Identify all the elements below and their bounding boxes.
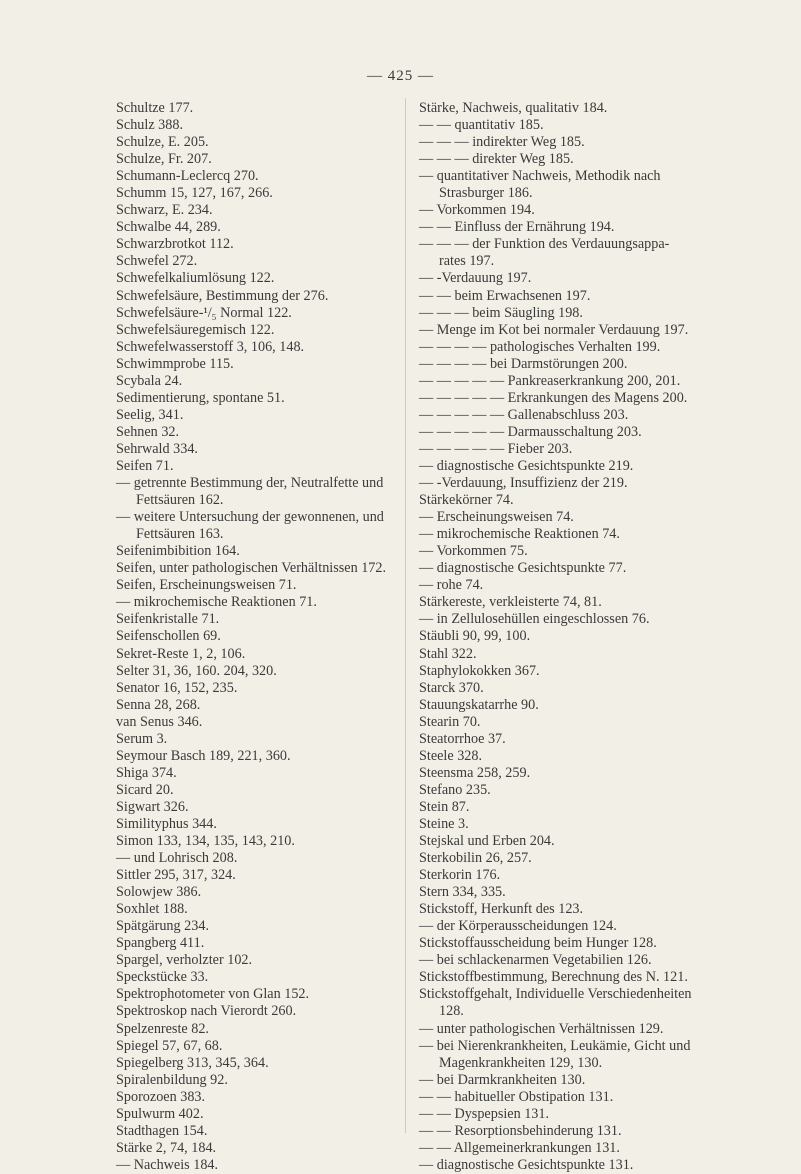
- index-entry: Schumm 15, 127, 167, 266.: [116, 185, 273, 202]
- index-entry: Solowjew 386.: [116, 884, 202, 901]
- column-divider: [405, 98, 406, 1133]
- index-entry: — Erscheinungsweisen 74.: [419, 509, 574, 526]
- index-entry: Schwefelsäuregemisch 122.: [116, 321, 275, 338]
- index-entry: Schwarzbrotkot 112.: [116, 236, 234, 253]
- index-entry: Sporozoen 383.: [116, 1088, 206, 1105]
- index-entry: Schumann-Leclercq 270.: [116, 168, 259, 185]
- index-entry: Stearin 70.: [419, 713, 481, 730]
- index-entry: — — habitueller Obstipation 131.: [419, 1088, 614, 1105]
- index-entry: Stauungskatarrhe 90.: [419, 696, 539, 713]
- index-entry: — diagnostische Gesichtspunkte 131.: [419, 1156, 634, 1173]
- index-entry: — bei Darmkrankheiten 130.: [419, 1071, 586, 1088]
- index-entry: Staphylokokken 367.: [419, 662, 540, 679]
- index-entry: Fettsäuren 162.: [136, 492, 224, 509]
- index-entry: Sedimentierung, spontane 51.: [116, 389, 285, 406]
- index-entry: Seifen, Erscheinungsweisen 71.: [116, 577, 297, 594]
- index-entry: Schwarz, E. 234.: [116, 202, 213, 219]
- index-column-left: [116, 100, 403, 1174]
- index-entry: Schulz 388.: [116, 117, 183, 134]
- index-entry: Stahl 322.: [419, 645, 477, 662]
- index-entry: Scybala 24.: [116, 372, 183, 389]
- index-entry: Sterkobilin 26, 257.: [419, 850, 532, 867]
- index-entry: — — Dyspepsien 131.: [419, 1105, 550, 1122]
- index-entry: — mikrochemische Reaktionen 74.: [419, 526, 620, 543]
- index-entry: Steele 328.: [419, 747, 483, 764]
- index-entry: Schwalbe 44, 289.: [116, 219, 221, 236]
- index-entry: 128.: [439, 1003, 464, 1020]
- index-entry: Stickstoff, Herkunft des 123.: [419, 901, 584, 918]
- index-entry: Sekret-Reste 1, 2, 106.: [116, 645, 246, 662]
- index-entry: — bei Nierenkrankheiten, Leukämie, Gicht und: [419, 1037, 691, 1054]
- index-entry: Steatorrhoe 37.: [419, 730, 506, 747]
- index-entry: Speckstücke 33.: [116, 969, 209, 986]
- index-entry: Schwefel 272.: [116, 253, 198, 270]
- index-entry: Magenkrankheiten 129, 130.: [439, 1054, 603, 1071]
- index-entry: Simon 133, 134, 135, 143, 210.: [116, 833, 295, 850]
- index-entry: Serum 3.: [116, 730, 168, 747]
- index-entry: Sigwart 326.: [116, 798, 189, 815]
- index-entry: Stärke 2, 74, 184.: [116, 1139, 217, 1156]
- index-entry: Stickstoffausscheidung beim Hunger 128.: [419, 935, 657, 952]
- index-entry: — der Körperausscheidungen 124.: [419, 918, 617, 935]
- page-number: — 425 —: [367, 68, 434, 84]
- index-entry: Seelig, 341.: [116, 406, 184, 423]
- index-entry: Schwefelsäure, Bestimmung der 276.: [116, 287, 329, 304]
- index-entry: Spiegel 57, 67, 68.: [116, 1037, 223, 1054]
- index-entry: Steine 3.: [419, 815, 469, 832]
- index-entry: Schultze 177.: [116, 100, 194, 116]
- index-entry: Steensma 258, 259.: [419, 764, 531, 781]
- index-entry: — — — — bei Darmstörungen 200.: [419, 355, 628, 372]
- index-entry: — — — — — Erkrankungen des Magens 200.: [419, 389, 688, 406]
- index-entry: — — — indirekter Weg 185.: [419, 134, 585, 151]
- index-entry: — — Einfluss der Ernährung 194.: [419, 219, 615, 236]
- index-entry: Spargel, verholzter 102.: [116, 952, 253, 969]
- index-entry: Similityphus 344.: [116, 815, 217, 832]
- index-entry: — Menge im Kot bei normaler Verdauung 197.: [419, 321, 689, 338]
- index-entry: Spangberg 411.: [116, 935, 205, 952]
- index-entry: Sicard 20.: [116, 781, 174, 798]
- index-entry: — bei schlackenarmen Vegetabilien 126.: [419, 952, 652, 969]
- index-column-right: [419, 100, 719, 1174]
- index-entry: — — — — pathologisches Verhalten 199.: [419, 338, 661, 355]
- index-entry: Shiga 374.: [116, 764, 177, 781]
- index-entry: — und Lohrisch 208.: [116, 850, 238, 867]
- index-entry: Starck 370.: [419, 679, 484, 696]
- index-entry: Schwefelkaliumlösung 122.: [116, 270, 275, 287]
- index-entry: Sehrwald 334.: [116, 440, 198, 457]
- index-entry: Stärke, Nachweis, qualitativ 184.: [419, 100, 608, 116]
- index-entry: — weitere Untersuchung der gewonnenen, und: [116, 509, 384, 526]
- index-entry: Sehnen 32.: [116, 423, 180, 440]
- index-entry: — — Resorptionsbehinderung 131.: [419, 1122, 622, 1139]
- index-entry: Soxhlet 188.: [116, 901, 188, 918]
- index-entry: Stickstoffbestimmung, Berechnung des N. 121.: [419, 969, 688, 986]
- index-entry: Seifenkristalle 71.: [116, 611, 220, 628]
- index-entry: — mikrochemische Reaktionen 71.: [116, 594, 317, 611]
- index-entry: — — — — — Gallenabschluss 203.: [419, 406, 629, 423]
- index-entry: — -Verdauung, Insuffizienz der 219.: [419, 475, 628, 492]
- index-entry: Spiralenbildung 92.: [116, 1071, 228, 1088]
- index-entry: — getrennte Bestimmung der, Neutralfette und: [116, 475, 384, 492]
- index-entry: — — quantitativ 185.: [419, 117, 544, 134]
- index-entry: Seifenimbibition 164.: [116, 543, 240, 560]
- index-entry: Senator 16, 152, 235.: [116, 679, 238, 696]
- index-entry: — — — direkter Weg 185.: [419, 151, 574, 168]
- index-entry: — — — — — Pankreaserkrankung 200, 201.: [419, 372, 681, 389]
- index-entry: — in Zellulosehüllen eingeschlossen 76.: [419, 611, 650, 628]
- index-entry: Seifenschollen 69.: [116, 628, 221, 645]
- index-entry: Seifen 71.: [116, 457, 174, 474]
- index-entry: — Vorkommen 194.: [419, 202, 535, 219]
- index-entry: — Nachweis 184.: [116, 1156, 219, 1173]
- index-entry: — unter pathologischen Verhältnissen 129.: [419, 1020, 664, 1037]
- index-entry: Stadthagen 154.: [116, 1122, 208, 1139]
- index-entry: — — beim Erwachsenen 197.: [419, 287, 591, 304]
- index-entry: Spektrophotometer von Glan 152.: [116, 986, 310, 1003]
- index-entry: Strasburger 186.: [439, 185, 533, 202]
- index-entry: — quantitativer Nachweis, Methodik nach: [419, 168, 661, 185]
- index-entry: — — — — — Fieber 203.: [419, 440, 573, 457]
- index-entry: Spätgärung 234.: [116, 918, 209, 935]
- index-entry: Selter 31, 36, 160. 204, 320.: [116, 662, 277, 679]
- index-entry: Schulze, Fr. 207.: [116, 151, 212, 168]
- index-entry: Sterkorin 176.: [419, 867, 501, 884]
- index-entry: Schwefelwasserstoff 3, 106, 148.: [116, 338, 305, 355]
- index-entry: Spektroskop nach Vierordt 260.: [116, 1003, 297, 1020]
- index-entry: Schulze, E. 205.: [116, 134, 209, 151]
- index-entry: Fettsäuren 163.: [136, 526, 224, 543]
- index-entry: Sittler 295, 317, 324.: [116, 867, 236, 884]
- index-entry: Seifen, unter pathologischen Verhältnissen 172.: [116, 560, 387, 577]
- index-entry: — — Allgemeinerkrankungen 131.: [419, 1139, 620, 1156]
- index-entry: — -Verdauung 197.: [419, 270, 532, 287]
- index-entry: Schwimmprobe 115.: [116, 355, 234, 372]
- index-entry: Stärkereste, verkleisterte 74, 81.: [419, 594, 602, 611]
- index-entry: Spulwurm 402.: [116, 1105, 204, 1122]
- index-entry: — diagnostische Gesichtspunkte 77.: [419, 560, 627, 577]
- index-entry: Stefano 235.: [419, 781, 491, 798]
- index-entry: — — — beim Säugling 198.: [419, 304, 583, 321]
- index-entry: Stäubli 90, 99, 100.: [419, 628, 531, 645]
- index-entry: — diagnostische Gesichtspunkte 219.: [419, 457, 634, 474]
- index-entry: Senna 28, 268.: [116, 696, 201, 713]
- index-entry: Stärkekörner 74.: [419, 492, 514, 509]
- index-entry: — rohe 74.: [419, 577, 484, 594]
- index-entry: Seymour Basch 189, 221, 360.: [116, 747, 291, 764]
- index-entry: Stejskal und Erben 204.: [419, 833, 555, 850]
- index-entry: Spelzenreste 82.: [116, 1020, 209, 1037]
- index-entry: Stern 334, 335.: [419, 884, 506, 901]
- index-entry: — Vorkommen 75.: [419, 543, 528, 560]
- index-entry: Spiegelberg 313, 345, 364.: [116, 1054, 269, 1071]
- index-entry: Stein 87.: [419, 798, 470, 815]
- index-entry: — — — der Funktion des Verdauungsappa-: [419, 236, 670, 253]
- index-entry: Stickstoffgehalt, Individuelle Verschiedenheiten: [419, 986, 692, 1003]
- index-entry: van Senus 346.: [116, 713, 203, 730]
- index-entry: — — — — — Darmausschaltung 203.: [419, 423, 642, 440]
- index-entry: rates 197.: [439, 253, 495, 270]
- index-entry: Schwefelsäure-¹/₅ Normal 122.: [116, 304, 292, 321]
